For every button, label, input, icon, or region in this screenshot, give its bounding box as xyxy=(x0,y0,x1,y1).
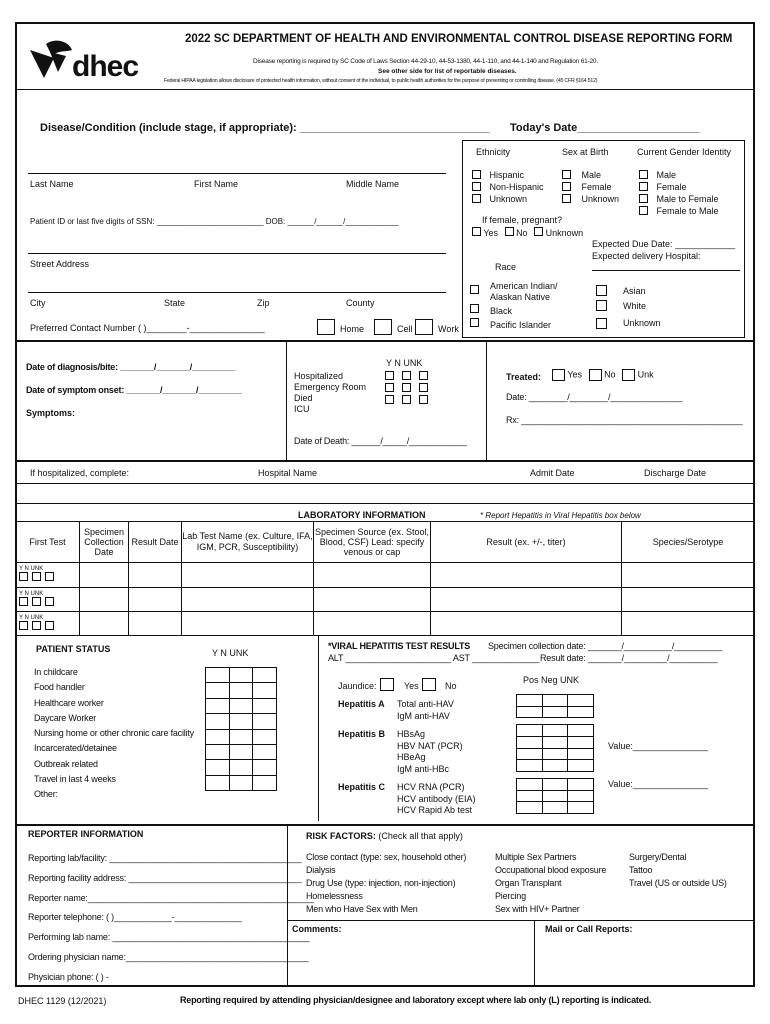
diagnosis-date-field[interactable]: Date of diagnosis/bite: _______/_______/_________ xyxy=(26,362,236,372)
ethnicity-unknown-label: Unknown xyxy=(489,194,528,204)
treated-yes-checkbox[interactable] xyxy=(552,369,565,381)
ethnicity-options xyxy=(472,170,544,206)
gender-male-label: Male xyxy=(656,170,677,180)
reporter-name-field[interactable]: Reporter name:_______________________________________________ xyxy=(28,892,314,903)
race-black-checkbox[interactable] xyxy=(470,304,479,315)
hep-test: HBV NAT (PCR) xyxy=(397,740,463,751)
form-title: 2022 SC DEPARTMENT OF HEALTH AND ENVIRONMENTAL CONTROL DISEASE REPORTING FORM xyxy=(185,33,733,45)
lab-ynunk-label: Y N UNK xyxy=(19,566,44,573)
race-heading: Race xyxy=(495,262,517,272)
work-checkbox[interactable] xyxy=(415,319,433,335)
hep-b-grid[interactable] xyxy=(516,724,594,772)
risk-col-2 xyxy=(495,851,606,916)
risk-item[interactable]: Piercing xyxy=(495,891,526,902)
lab-row[interactable] xyxy=(16,587,755,611)
sex-unknown-checkbox[interactable] xyxy=(562,194,571,203)
alt-ast-field[interactable]: ALT ______________________ AST ______________ xyxy=(328,653,540,663)
race-white-label: White xyxy=(623,301,647,311)
patient-status-grid[interactable] xyxy=(205,667,277,791)
hep-collection-date-field[interactable]: Specimen collection date: _______/__________/__________ xyxy=(488,641,723,651)
lab-ynunk-label: Y N UNK xyxy=(19,614,44,621)
risk-subtitle: (Check all that apply) xyxy=(378,831,463,841)
pregnant-no-checkbox[interactable] xyxy=(505,227,514,236)
pos-neg-unk-header: Pos Neg UNK xyxy=(523,675,580,685)
status-item: Other: xyxy=(34,789,58,800)
jaundice-yes-checkbox[interactable] xyxy=(380,678,394,691)
footer-note: Reporting required by attending physician/designee and laboratory except where lab only (L) reporting is indicated. xyxy=(180,995,652,1005)
died-label: Died xyxy=(294,393,313,403)
race-ai-checkbox[interactable] xyxy=(470,285,479,296)
pregnant-question: If female, pregnant? xyxy=(482,215,563,225)
sex-female-label: Female xyxy=(581,182,612,192)
treated-options xyxy=(552,369,654,381)
hep-test: HCV RNA (PCR) xyxy=(397,782,465,792)
hep-result-date-field[interactable]: Result date: _______/_________/__________ xyxy=(540,653,718,663)
hep-c-tests xyxy=(397,782,476,817)
treated-unk-checkbox[interactable] xyxy=(622,369,635,381)
hep-c-value-field[interactable]: Value:_______________ xyxy=(608,779,708,789)
physician-phone-field[interactable]: Physician phone: ( ) - xyxy=(28,971,109,982)
jaundice-label: Jaundice: xyxy=(338,681,377,691)
cell-checkbox[interactable] xyxy=(374,319,392,335)
hep-test: IgM anti-HBc xyxy=(397,763,450,774)
reporter-phone-field[interactable]: Reporter telephone: ( )____________-______________ xyxy=(28,912,242,923)
treated-label: Treated: xyxy=(506,372,542,382)
status-item: Outbreak related xyxy=(34,758,98,769)
treated-no-checkbox[interactable] xyxy=(589,369,602,381)
risk-title-text: RISK FACTORS: xyxy=(306,831,376,841)
county-label: County xyxy=(346,298,375,308)
discharge-date-label: Discharge Date xyxy=(644,468,707,478)
lab-ynunk-label: Y N UNK xyxy=(19,590,44,597)
street-address-label: Street Address xyxy=(30,259,90,269)
hep-b-tests xyxy=(397,729,463,775)
treated-unk-label: Unk xyxy=(637,369,654,380)
pregnant-unknown-label: Unknown xyxy=(545,228,584,238)
race-unknown-checkbox[interactable] xyxy=(596,318,607,331)
risk-item[interactable]: Close contact (type: sex, household other) xyxy=(306,852,467,862)
ethnicity-heading: Ethnicity xyxy=(476,147,511,157)
race-pi-label: Pacific Islander xyxy=(490,320,552,330)
race-asian-label: Asian xyxy=(623,286,646,296)
lab-col-result: Result (ex. +/-, titer) xyxy=(431,522,622,563)
race-white-checkbox[interactable] xyxy=(596,300,607,313)
hep-test: HCV antibody (EIA) xyxy=(397,793,476,804)
reporter-fields xyxy=(28,849,314,988)
last-name-label: Last Name xyxy=(30,179,74,189)
jaundice-yes-label: Yes xyxy=(404,681,419,691)
delivery-hospital-field[interactable]: Expected delivery Hospital: xyxy=(592,251,701,261)
gender-female-label: Female xyxy=(656,182,687,192)
hep-c-grid[interactable] xyxy=(516,778,594,814)
status-item: Food handler xyxy=(34,682,85,693)
risk-item[interactable]: Travel (US or outside US) xyxy=(629,878,727,889)
patient-status-title: PATIENT STATUS xyxy=(36,644,111,654)
status-item: Daycare Worker xyxy=(34,712,97,723)
gender-options xyxy=(639,170,719,218)
hep-test: HCV Rapid Ab test xyxy=(397,805,473,815)
status-item: Healthcare worker xyxy=(34,697,104,708)
contact-number-field[interactable]: Preferred Contact Number ( )________-_______________ xyxy=(30,323,265,333)
hep-c-label: Hepatitis C xyxy=(338,782,386,792)
hospital-name-label: Hospital Name xyxy=(258,468,318,478)
home-checkbox[interactable] xyxy=(317,319,335,335)
treated-date-field[interactable]: Date: ________/________/_______________ xyxy=(506,392,683,402)
pregnant-yes-checkbox[interactable] xyxy=(472,227,481,236)
sex-male-label: Male xyxy=(581,170,602,180)
jaundice-no-checkbox[interactable] xyxy=(422,678,436,691)
reporter-title: REPORTER INFORMATION xyxy=(28,829,144,839)
patient-status-yn-header: Y N UNK xyxy=(212,648,249,658)
non-hispanic-label: Non-Hispanic xyxy=(489,182,544,192)
comments-label[interactable]: Comments: xyxy=(292,924,342,934)
city-label: City xyxy=(30,298,46,308)
icu-label: ICU xyxy=(294,404,310,414)
reporting-address-field[interactable]: Reporting facility address: ____________________________________ xyxy=(28,872,302,883)
treated-no-label: No xyxy=(604,369,616,380)
lab-row[interactable] xyxy=(16,563,755,587)
gender-ftm-label: Female to Male xyxy=(656,206,719,216)
state-label: State xyxy=(164,298,186,308)
lab-col-serotype: Species/Serotype xyxy=(622,522,755,563)
hep-test: HBeAg xyxy=(397,752,426,762)
admit-date-label: Admit Date xyxy=(530,468,575,478)
lab-info-title: LABORATORY INFORMATION xyxy=(298,510,426,520)
pregnant-unknown-checkbox[interactable] xyxy=(534,227,543,236)
treated-yes-label: Yes xyxy=(567,369,583,380)
header-line-1: Disease reporting is required by SC Code of Laws Section 44-29-10, 44-53-1380, 44-1-110, and 44-1-140 and Regulation 61-20. xyxy=(253,58,598,65)
hep-a-label: Hepatitis A xyxy=(338,699,385,709)
hospitalized-label: Hospitalized xyxy=(294,371,344,381)
risk-item[interactable]: Men who Have Sex with Men xyxy=(306,904,418,915)
status-item: Travel in last 4 weeks xyxy=(34,774,116,785)
hep-test: HBsAg xyxy=(397,729,426,739)
gender-mtf-label: Male to Female xyxy=(656,194,719,204)
lab-hepatitis-note: * Report Hepatitis in Viral Hepatitis box below xyxy=(480,511,641,520)
lab-row[interactable] xyxy=(16,611,755,635)
sex-unknown-label: Unknown xyxy=(581,194,620,204)
risk-item[interactable]: Surgery/Dental xyxy=(629,852,687,862)
pregnant-no-label: No xyxy=(516,228,528,238)
due-date-field[interactable]: Expected Due Date: ____________ xyxy=(592,239,736,249)
gender-identity-heading: Current Gender Identity xyxy=(637,147,732,157)
risk-item[interactable]: Drug Use (type: injection, non-injection) xyxy=(306,878,456,889)
status-item: Nursing home or other chronic care facility xyxy=(34,728,194,739)
hosp-status-labels xyxy=(294,371,366,415)
onset-date-field[interactable]: Date of symptom onset: _______/_______/_________ xyxy=(26,385,242,395)
jaundice-no-label: No xyxy=(445,681,457,691)
hep-test: Total anti-HAV xyxy=(397,699,454,709)
lab-table xyxy=(15,521,755,636)
hep-b-value-field[interactable]: Value:_______________ xyxy=(608,741,708,751)
reporting-lab-field[interactable]: Reporting lab/facility: ________________________________________ xyxy=(28,853,302,863)
gender-male-checkbox[interactable] xyxy=(639,170,648,179)
risk-col-3 xyxy=(629,851,727,890)
work-label: Work xyxy=(438,324,459,334)
mail-reports-label: Mail or Call Reports: xyxy=(545,924,633,934)
hep-a-tests xyxy=(397,699,454,722)
hep-b-label: Hepatitis B xyxy=(338,729,386,739)
form-id: DHEC 1129 (12/2021) xyxy=(18,996,107,1006)
performing-lab-field[interactable]: Performing lab name: _________________________________________ xyxy=(28,932,310,943)
race-pi-checkbox[interactable] xyxy=(470,318,479,329)
status-item: In childcare xyxy=(34,667,78,677)
sex-options xyxy=(562,170,620,206)
header-line-2: See other side for list of reportable diseases. xyxy=(378,68,517,75)
ordering-physician-field[interactable]: Ordering physician name:______________________________________ xyxy=(28,951,309,962)
gender-ftm-checkbox[interactable] xyxy=(639,206,648,215)
pregnant-yes-label: Yes xyxy=(483,228,499,238)
risk-item[interactable]: Tattoo xyxy=(629,865,653,876)
zip-label: Zip xyxy=(257,298,270,308)
race-unknown-label: Unknown xyxy=(623,318,661,328)
risk-title xyxy=(306,831,463,841)
risk-item[interactable]: Homelessness xyxy=(306,891,363,902)
race-ai-label: American Indian/ Alaskan Native xyxy=(490,281,558,302)
hispanic-checkbox[interactable] xyxy=(472,170,481,179)
non-hispanic-checkbox[interactable] xyxy=(472,182,481,191)
rx-field[interactable]: Rx: ______________________________________________ xyxy=(506,415,743,425)
sex-male-checkbox[interactable] xyxy=(562,170,571,179)
pregnant-options xyxy=(472,227,583,238)
risk-item[interactable]: Sex with HIV+ Partner xyxy=(495,904,580,915)
hepatitis-title: *VIRAL HEPATITIS TEST RESULTS xyxy=(328,641,471,651)
risk-col-1 xyxy=(306,851,466,916)
home-label: Home xyxy=(340,324,365,334)
hispanic-label: Hispanic xyxy=(489,170,525,180)
sex-female-checkbox[interactable] xyxy=(562,182,571,191)
lab-col-test-name: Lab Test Name (ex. Culture, IFA, IGM, PCR, Susceptibility) xyxy=(182,522,314,563)
lab-col-first-test: First Test xyxy=(16,522,80,563)
death-date-field[interactable]: Date of Death: ______/_____/____________ xyxy=(294,436,467,446)
race-black-label: Black xyxy=(490,306,513,316)
sex-at-birth-heading: Sex at Birth xyxy=(562,147,609,157)
risk-item[interactable]: Organ Transplant xyxy=(495,878,562,889)
er-label: Emergency Room xyxy=(294,382,367,392)
disease-condition-field[interactable]: Disease/Condition (include stage, if appropriate): _______________________________ xyxy=(40,122,490,134)
risk-item[interactable]: Multiple Sex Partners xyxy=(495,852,577,862)
lab-col-collection-date: Specimen Collection Date xyxy=(80,522,129,563)
logo-text: dhec xyxy=(72,50,139,83)
header-line-3: Federal HIPAA legislation allows disclosure of protected health information, without consent of the individual, to public health authorities for the purpose of preventing or controlling disease. (45 CFR §164.512) xyxy=(164,78,598,84)
patient-id-dob-field[interactable]: Patient ID or last five digits of SSN: ________________________ DOB: ______/______/____________ xyxy=(30,217,399,226)
hep-test: IgM anti-HAV xyxy=(397,710,450,721)
hep-a-grid[interactable] xyxy=(516,694,594,718)
ethnicity-unknown-checkbox[interactable] xyxy=(472,194,481,203)
lab-col-specimen-source: Specimen Source (ex. Stool, Blood, CSF) Lead: specify venous or cap xyxy=(314,522,431,563)
patient-status-items xyxy=(34,665,194,803)
if-hospitalized-label: If hospitalized, complete: xyxy=(30,468,130,478)
gender-mtf-checkbox[interactable] xyxy=(639,194,648,203)
lab-col-result-date: Result Date xyxy=(129,522,182,563)
dhec-logo xyxy=(28,38,153,84)
cell-label: Cell xyxy=(397,324,413,334)
gender-female-checkbox[interactable] xyxy=(639,182,648,191)
first-name-label: First Name xyxy=(194,179,239,189)
status-yn-header: Y N UNK xyxy=(386,358,423,368)
status-item: Incarcerated/detainee xyxy=(34,743,117,754)
race-asian-checkbox[interactable] xyxy=(596,285,607,298)
symptoms-field[interactable]: Symptoms: xyxy=(26,408,76,418)
hosp-status-checkboxes[interactable] xyxy=(385,371,428,407)
todays-date-field[interactable]: Today's Date____________________ xyxy=(510,122,700,134)
risk-item[interactable]: Dialysis xyxy=(306,865,336,876)
middle-name-label: Middle Name xyxy=(346,179,400,189)
risk-item[interactable]: Occupational blood exposure xyxy=(495,865,607,876)
